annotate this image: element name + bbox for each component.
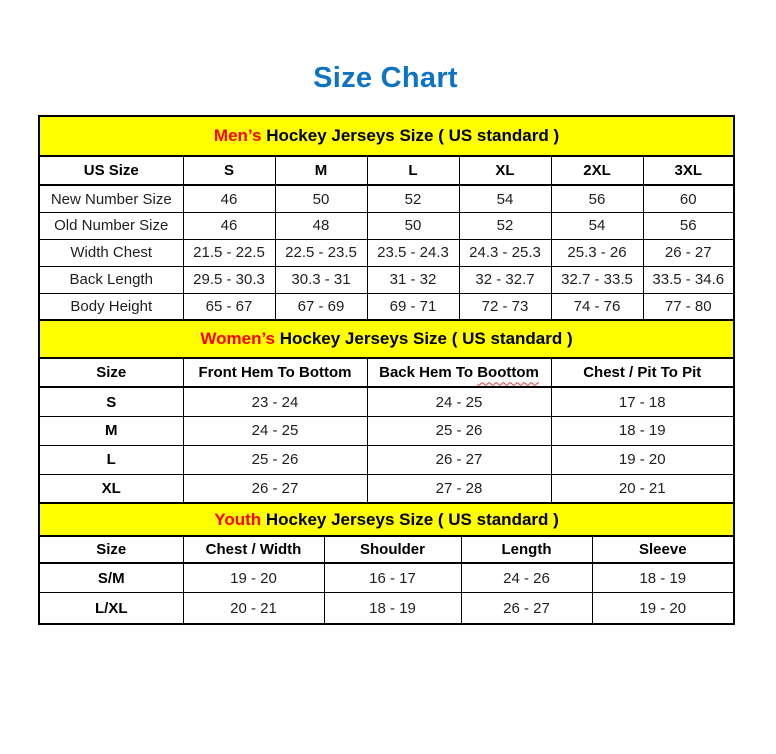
- section-band-row: [39, 503, 734, 536]
- cell-value: 21.5 - 22.5: [183, 239, 275, 266]
- cell-value: 77 - 80: [643, 293, 734, 320]
- cell-value: 24.3 - 25.3: [459, 239, 551, 266]
- column-header: Size: [39, 358, 183, 387]
- column-header-row: [39, 536, 734, 563]
- cell-value: 19 - 20: [183, 563, 324, 592]
- mens-size-table: [38, 115, 735, 321]
- column-header: Chest / Pit To Pit: [551, 358, 734, 387]
- section-band-row: [39, 320, 734, 358]
- section-title-highlight: Women’s: [200, 329, 275, 349]
- cell-value: 30.3 - 31: [275, 266, 367, 293]
- cell-value: 17 - 18: [551, 387, 734, 416]
- cell-value: 31 - 32: [367, 266, 459, 293]
- cell-value: 65 - 67: [183, 293, 275, 320]
- table-row: [39, 474, 734, 503]
- cell-value: 27 - 28: [367, 474, 551, 503]
- section-title-rest: Hockey Jerseys Size ( US standard ): [261, 509, 559, 529]
- column-header-row: [39, 358, 734, 387]
- page-title: Size Chart: [313, 62, 458, 94]
- column-header-row: [39, 156, 734, 185]
- cell-value: 67 - 69: [275, 293, 367, 320]
- row-label: Back Length: [39, 266, 183, 293]
- row-label: Body Height: [39, 293, 183, 320]
- cell-value: 26 - 27: [183, 474, 367, 503]
- cell-value: 72 - 73: [459, 293, 551, 320]
- column-header: Size: [39, 536, 183, 563]
- cell-value: 24 - 25: [183, 416, 367, 445]
- row-label: L: [39, 445, 183, 474]
- column-header-text: Back Hem To: [379, 364, 478, 382]
- section-title-highlight: Men’s: [213, 126, 262, 146]
- cell-value: 24 - 26: [461, 563, 592, 592]
- cell-value: 26 - 27: [643, 239, 734, 266]
- cell-value: 69 - 71: [367, 293, 459, 320]
- row-label: New Number Size: [39, 185, 183, 212]
- cell-value: 20 - 21: [551, 474, 734, 503]
- cell-value: 24 - 25: [367, 387, 551, 416]
- cell-value: 52: [459, 212, 551, 239]
- section-title-rest: Hockey Jerseys Size ( US standard ): [261, 126, 560, 146]
- row-label: S/M: [39, 563, 183, 592]
- cell-value: 20 - 21: [183, 592, 324, 624]
- youth-size-table: [38, 502, 735, 625]
- womens-size-table: [38, 319, 735, 504]
- cell-value: 50: [367, 212, 459, 239]
- cell-value: 56: [551, 185, 643, 212]
- column-header: XL: [459, 156, 551, 185]
- section-title: [39, 116, 734, 156]
- cell-value: 25.3 - 26: [551, 239, 643, 266]
- cell-value: 50: [275, 185, 367, 212]
- cell-value: 25 - 26: [183, 445, 367, 474]
- table-row: [39, 185, 734, 212]
- section-title-rest: Hockey Jerseys Size ( US standard ): [275, 329, 573, 349]
- cell-value: 16 - 17: [324, 563, 461, 592]
- cell-value: 54: [551, 212, 643, 239]
- cell-value: 19 - 20: [551, 445, 734, 474]
- column-header: M: [275, 156, 367, 185]
- table-row: [39, 387, 734, 416]
- cell-value: 18 - 19: [324, 592, 461, 624]
- column-header: US Size: [39, 156, 183, 185]
- table-row: [39, 563, 734, 592]
- cell-value: 60: [643, 185, 734, 212]
- section-title: [39, 320, 734, 358]
- cell-value: 18 - 19: [592, 563, 734, 592]
- cell-value: 32.7 - 33.5: [551, 266, 643, 293]
- table-row: [39, 239, 734, 266]
- column-header: 3XL: [643, 156, 734, 185]
- row-label: Width Chest: [39, 239, 183, 266]
- table-row: [39, 212, 734, 239]
- cell-value: 23.5 - 24.3: [367, 239, 459, 266]
- column-header: Front Hem To Bottom: [183, 358, 367, 387]
- section-title-highlight: Youth: [214, 509, 262, 529]
- column-header: Chest / Width: [183, 536, 324, 563]
- cell-value: 26 - 27: [367, 445, 551, 474]
- cell-value: 56: [643, 212, 734, 239]
- cell-value: 18 - 19: [551, 416, 734, 445]
- cell-value: 33.5 - 34.6: [643, 266, 734, 293]
- row-label: M: [39, 416, 183, 445]
- table-row: [39, 266, 734, 293]
- cell-value: 26 - 27: [461, 592, 592, 624]
- cell-value: 46: [183, 185, 275, 212]
- column-header: 2XL: [551, 156, 643, 185]
- column-header: Shoulder: [324, 536, 461, 563]
- misspelled-word: Boottom: [477, 364, 539, 382]
- row-label: L/XL: [39, 592, 183, 624]
- cell-value: 22.5 - 23.5: [275, 239, 367, 266]
- table-row: [39, 592, 734, 624]
- cell-value: 19 - 20: [592, 592, 734, 624]
- cell-value: 54: [459, 185, 551, 212]
- section-band-row: [39, 116, 734, 156]
- row-label: S: [39, 387, 183, 416]
- cell-value: 23 - 24: [183, 387, 367, 416]
- cell-value: 52: [367, 185, 459, 212]
- column-header: Sleeve: [592, 536, 734, 563]
- cell-value: 48: [275, 212, 367, 239]
- cell-value: 32 - 32.7: [459, 266, 551, 293]
- section-title: [39, 503, 734, 536]
- cell-value: 25 - 26: [367, 416, 551, 445]
- table-row: [39, 445, 734, 474]
- row-label: Old Number Size: [39, 212, 183, 239]
- column-header: Length: [461, 536, 592, 563]
- table-row: [39, 416, 734, 445]
- table-row: [39, 293, 734, 320]
- column-header: [367, 358, 551, 387]
- column-header: L: [367, 156, 459, 185]
- cell-value: 29.5 - 30.3: [183, 266, 275, 293]
- cell-value: 46: [183, 212, 275, 239]
- cell-value: 74 - 76: [551, 293, 643, 320]
- row-label: XL: [39, 474, 183, 503]
- column-header: S: [183, 156, 275, 185]
